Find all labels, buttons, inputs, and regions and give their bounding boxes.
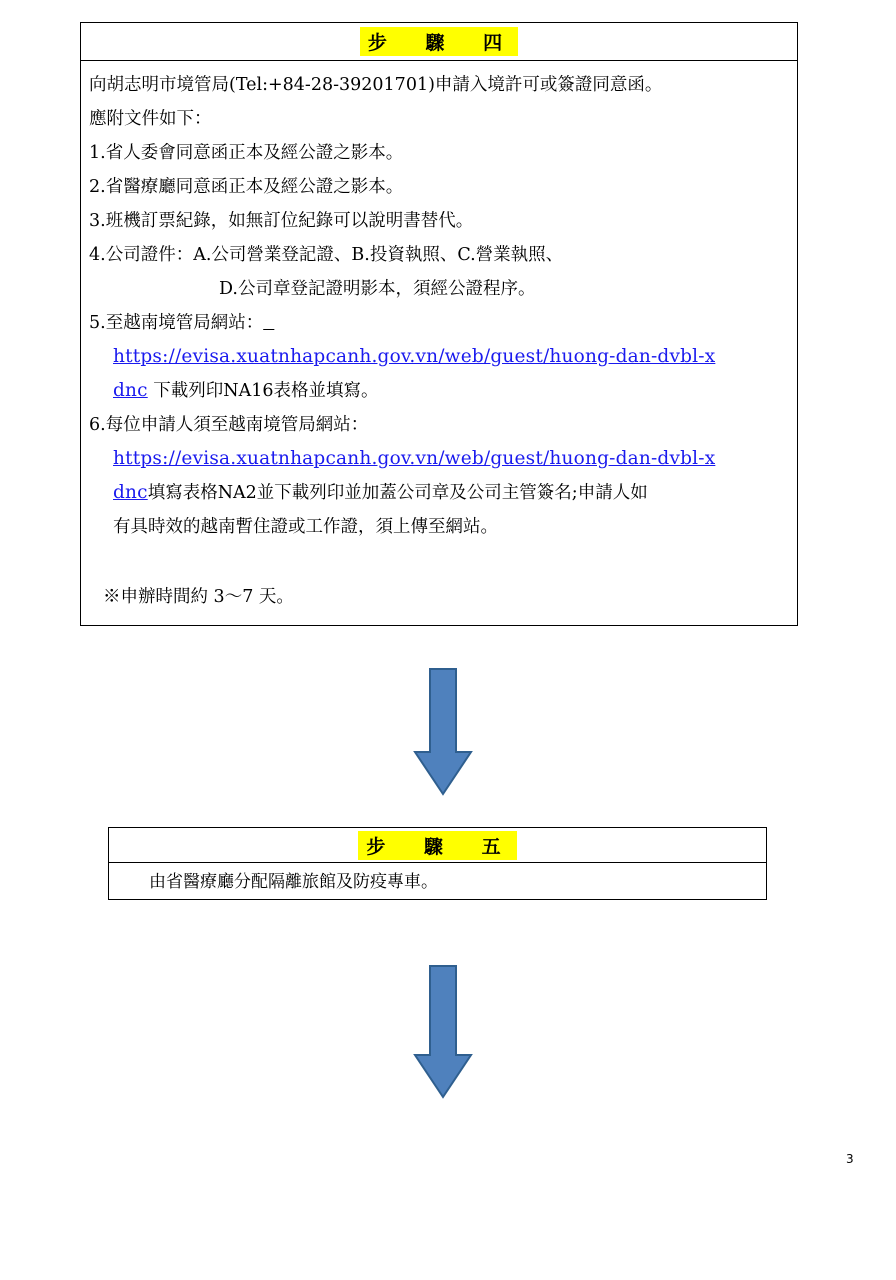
item-2: 2.省醫療廳同意函正本及經公證之影本。	[89, 177, 404, 197]
item-1: 1.省人委會同意函正本及經公證之影本。	[89, 143, 404, 163]
item-3: 3.班機訂票紀錄，如無訂位紀錄可以說明書替代。	[89, 211, 474, 231]
down-arrow-icon	[413, 965, 473, 1099]
item-5-row-2	[89, 374, 797, 408]
evisa-link-na2-end[interactable]: dnc	[113, 482, 148, 503]
item-6-line-3: 有具時效的越南暫住證或工作證，須上傳至網站。	[113, 517, 498, 537]
step4-header	[81, 23, 797, 61]
step5-box	[108, 827, 767, 900]
down-arrow-shape	[415, 669, 471, 794]
step4-title: 步 驟 四	[360, 27, 518, 56]
item-6-row-2	[89, 476, 797, 510]
item-5-label: 5.至越南境管局網站：	[89, 313, 264, 333]
item-6-label: 6.每位申請人須至越南境管局網站：	[89, 415, 369, 435]
item-5-label-row	[89, 306, 797, 340]
step4-content	[81, 61, 797, 614]
evisa-link-na2[interactable]: https://evisa.xuatnhapcanh.gov.vn/web/guest/huong-dan-dvbl-x	[113, 448, 716, 469]
evisa-link-na16-end[interactable]: dnc	[113, 380, 148, 401]
down-arrow-shape	[415, 966, 471, 1097]
page-number: 3	[846, 1152, 854, 1166]
evisa-link-na16[interactable]: https://evisa.xuatnhapcanh.gov.vn/web/guest/huong-dan-dvbl-x	[113, 346, 716, 367]
blank-underline	[263, 313, 274, 333]
step5-header	[109, 828, 766, 863]
attach-heading: 應附文件如下：	[89, 109, 212, 129]
item-5-link-row	[89, 340, 797, 374]
item-6-after: 填寫表格NA2並下載列印並加蓋公司章及公司主管簽名;申請人如	[147, 483, 648, 503]
down-arrow-icon	[413, 668, 473, 796]
item-4-line-1: 4.公司證件：A.公司營業登記證、B.投資執照、C.營業執照、	[89, 245, 564, 265]
item-5-after: 下載列印NA16表格並填寫。	[147, 381, 379, 401]
item-6-link-row	[89, 442, 797, 476]
step4-box	[80, 22, 798, 626]
processing-time-note: ※申辦時間約 3～7 天。	[103, 587, 294, 607]
step4-intro: 向胡志明市境管局(Tel:+84-28-39201701)申請入境許可或簽證同意函。	[89, 75, 663, 95]
step5-body: 由省醫療廳分配隔離旅館及防疫專車。	[149, 872, 438, 892]
item-4-line-2: D.公司章登記證明影本，須經公證程序。	[219, 279, 536, 299]
step5-title: 步 驟 五	[358, 831, 516, 860]
step5-content	[109, 863, 766, 897]
blank-line	[89, 544, 797, 578]
